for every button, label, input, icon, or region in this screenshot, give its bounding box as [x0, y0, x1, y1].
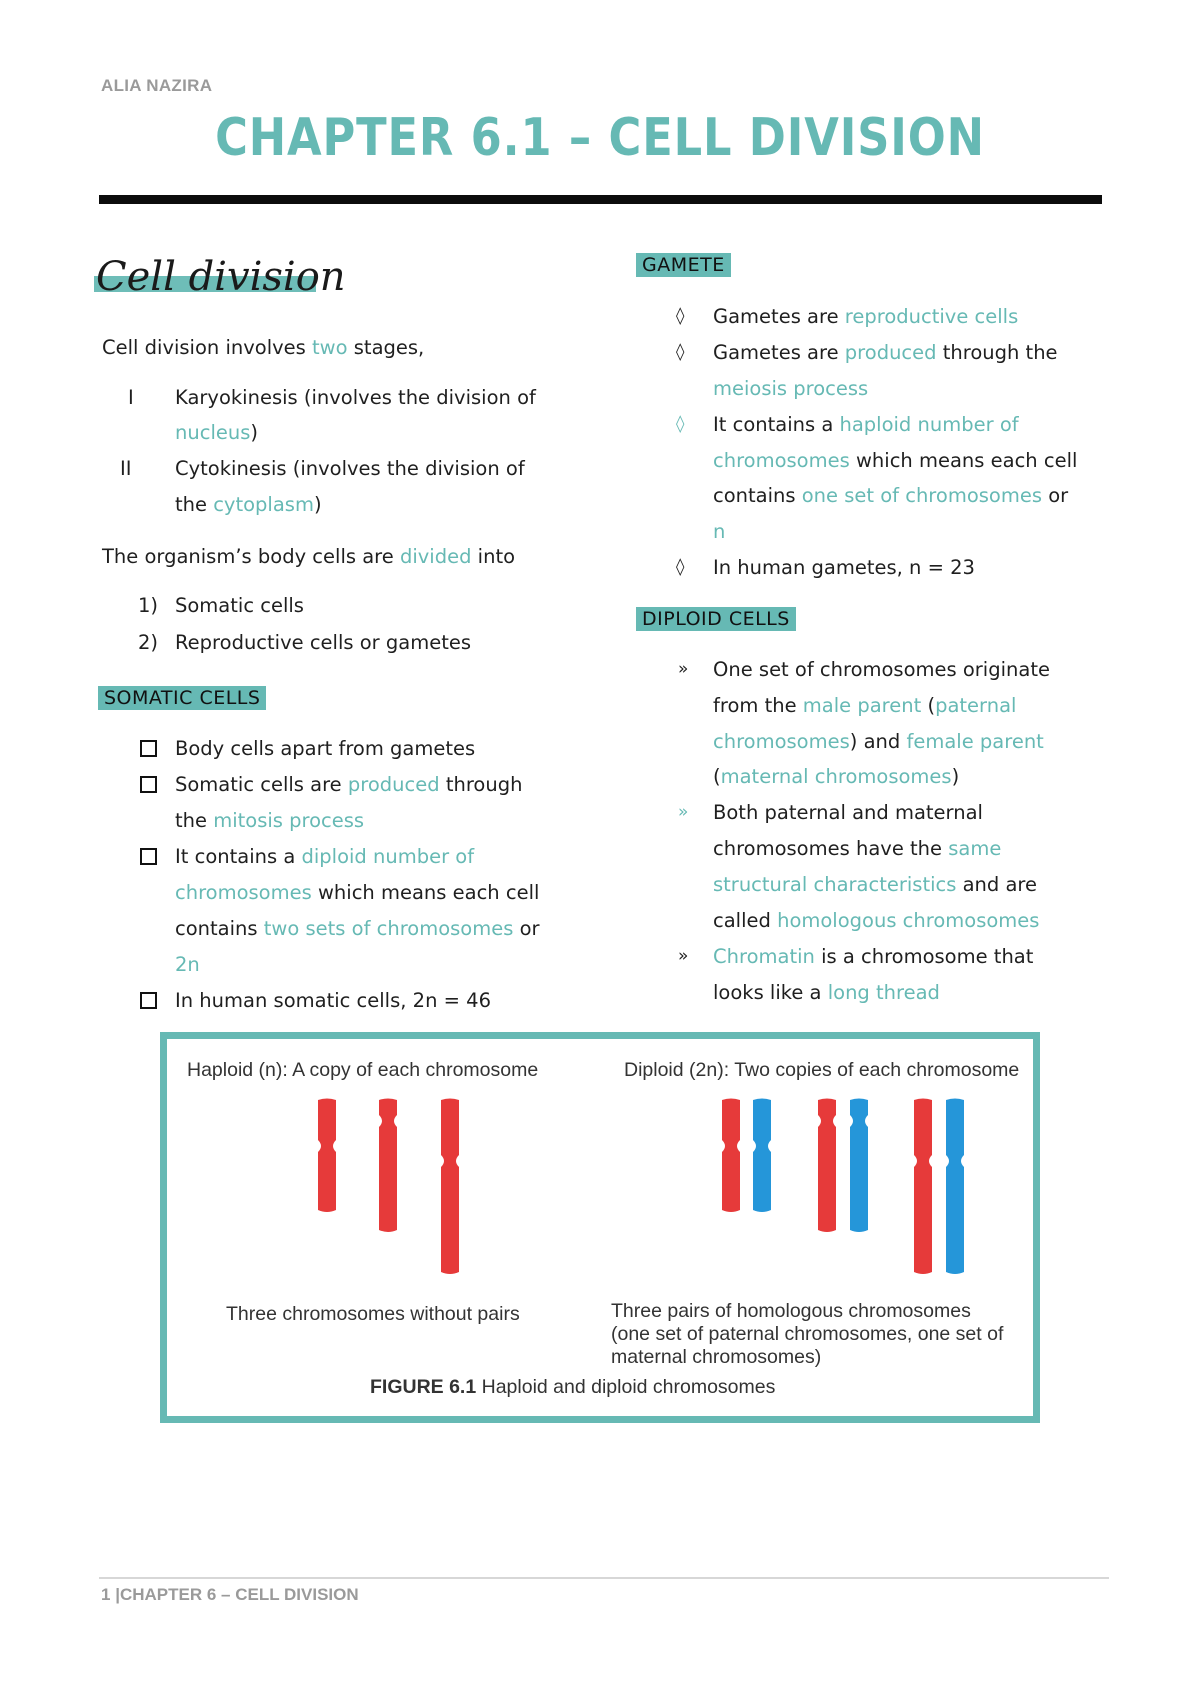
cell-type-item: Somatic cells: [175, 594, 304, 617]
diploid-item-cont: from the male parent (paternal: [713, 694, 1017, 717]
gamete-item: In human gametes, n = 23: [713, 556, 975, 579]
page-footer: [101, 1585, 359, 1605]
haploid-title: Haploid (n): A copy of each chromosome: [187, 1059, 539, 1081]
checkbox-icon: [140, 992, 157, 1009]
checkbox-icon: [140, 776, 157, 793]
diploid-caption: Three pairs of homologous chromosomes (one set of paternal chromosomes, one set of maternal chromosomes): [611, 1300, 1004, 1368]
gamete-item: It contains a haploid number of: [713, 413, 1019, 436]
gamete-item: Gametes are produced through the: [713, 341, 1058, 364]
footer-divider: [99, 1577, 1109, 1579]
somatic-item: In human somatic cells, 2n = 46: [175, 989, 491, 1012]
intro-text: Cell division involves two stages,: [102, 336, 425, 359]
diploid-item: Both paternal and maternal: [713, 801, 983, 824]
stage-marker: I: [128, 386, 134, 409]
arrow-icon: »: [678, 659, 689, 679]
somatic-item: It contains a diploid number of: [175, 845, 475, 868]
stage-marker: II: [120, 457, 132, 480]
diploid-item-cont: called homologous chromosomes: [713, 909, 1040, 932]
gamete-item-cont: meiosis process: [713, 377, 869, 400]
diploid-item-cont: chromosomes have the same: [713, 837, 1002, 860]
diploid-item: Chromatin is a chromosome that: [713, 945, 1034, 968]
cell-type-marker: 1): [138, 594, 159, 617]
diploid-item: One set of chromosomes originate: [713, 658, 1050, 681]
gamete-item-cont: contains one set of chromosomes or: [713, 484, 1069, 507]
footer-text: |CHAPTER 6 – CELL DIVISION: [115, 1585, 359, 1604]
diploid-chromosomes: [712, 1095, 972, 1285]
somatic-item-cont: the mitosis process: [175, 809, 365, 832]
diamond-icon: ◊: [676, 342, 685, 362]
arrow-icon: »: [678, 802, 689, 822]
author-name: ALIA NAZIRA: [101, 76, 213, 95]
haploid-caption: Three chromosomes without pairs: [226, 1303, 520, 1325]
gamete-item: Gametes are reproductive cells: [713, 305, 1019, 328]
gamete-item-cont: n: [713, 520, 726, 543]
diploid-title: Diploid (2n): Two copies of each chromosome: [624, 1059, 1020, 1081]
diploid-item-cont: looks like a long thread: [713, 981, 940, 1004]
diamond-icon: ◊: [676, 414, 685, 434]
somatic-item: Body cells apart from gametes: [175, 737, 476, 760]
cell-type-item: Reproductive cells or gametes: [175, 631, 472, 654]
figure-caption: FIGURE 6.1 Haploid and diploid chromosomes: [370, 1376, 776, 1398]
title-divider: [99, 195, 1102, 204]
gamete-tag: GAMETE: [636, 253, 731, 277]
somatic-item-cont: contains two sets of chromosomes or: [175, 917, 540, 940]
diploid-item-cont: structural characteristics and are: [713, 873, 1038, 896]
page-title: CHAPTER 6.1 – CELL DIVISION: [215, 108, 985, 168]
diamond-icon: ◊: [676, 557, 685, 577]
gamete-item-cont: chromosomes which means each cell: [713, 449, 1078, 472]
diploid-item-cont: chromosomes) and female parent: [713, 730, 1044, 753]
stage-text: nucleus): [175, 421, 258, 444]
checkbox-icon: [140, 740, 157, 757]
somatic-item-cont: chromosomes which means each cell: [175, 881, 540, 904]
diploid-cells-tag: DIPLOID CELLS: [636, 607, 796, 631]
section-heading: Cell division: [96, 254, 346, 300]
page-number: 1: [101, 1585, 111, 1604]
haploid-chromosomes: [300, 1095, 480, 1285]
checkbox-icon: [140, 848, 157, 865]
arrow-icon: »: [678, 946, 689, 966]
cell-type-marker: 2): [138, 631, 159, 654]
diploid-item-cont: (maternal chromosomes): [713, 765, 960, 788]
somatic-item-cont: 2n: [175, 953, 200, 976]
somatic-cells-tag: SOMATIC CELLS: [98, 686, 266, 710]
stage-text: the cytoplasm): [175, 493, 322, 516]
stage-text: Karyokinesis (involves the division of: [175, 386, 536, 409]
diamond-icon: ◊: [676, 306, 685, 326]
organism-text: The organism’s body cells are divided into: [102, 545, 516, 568]
somatic-item: Somatic cells are produced through: [175, 773, 523, 796]
stage-text: Cytokinesis (involves the division of: [175, 457, 525, 480]
